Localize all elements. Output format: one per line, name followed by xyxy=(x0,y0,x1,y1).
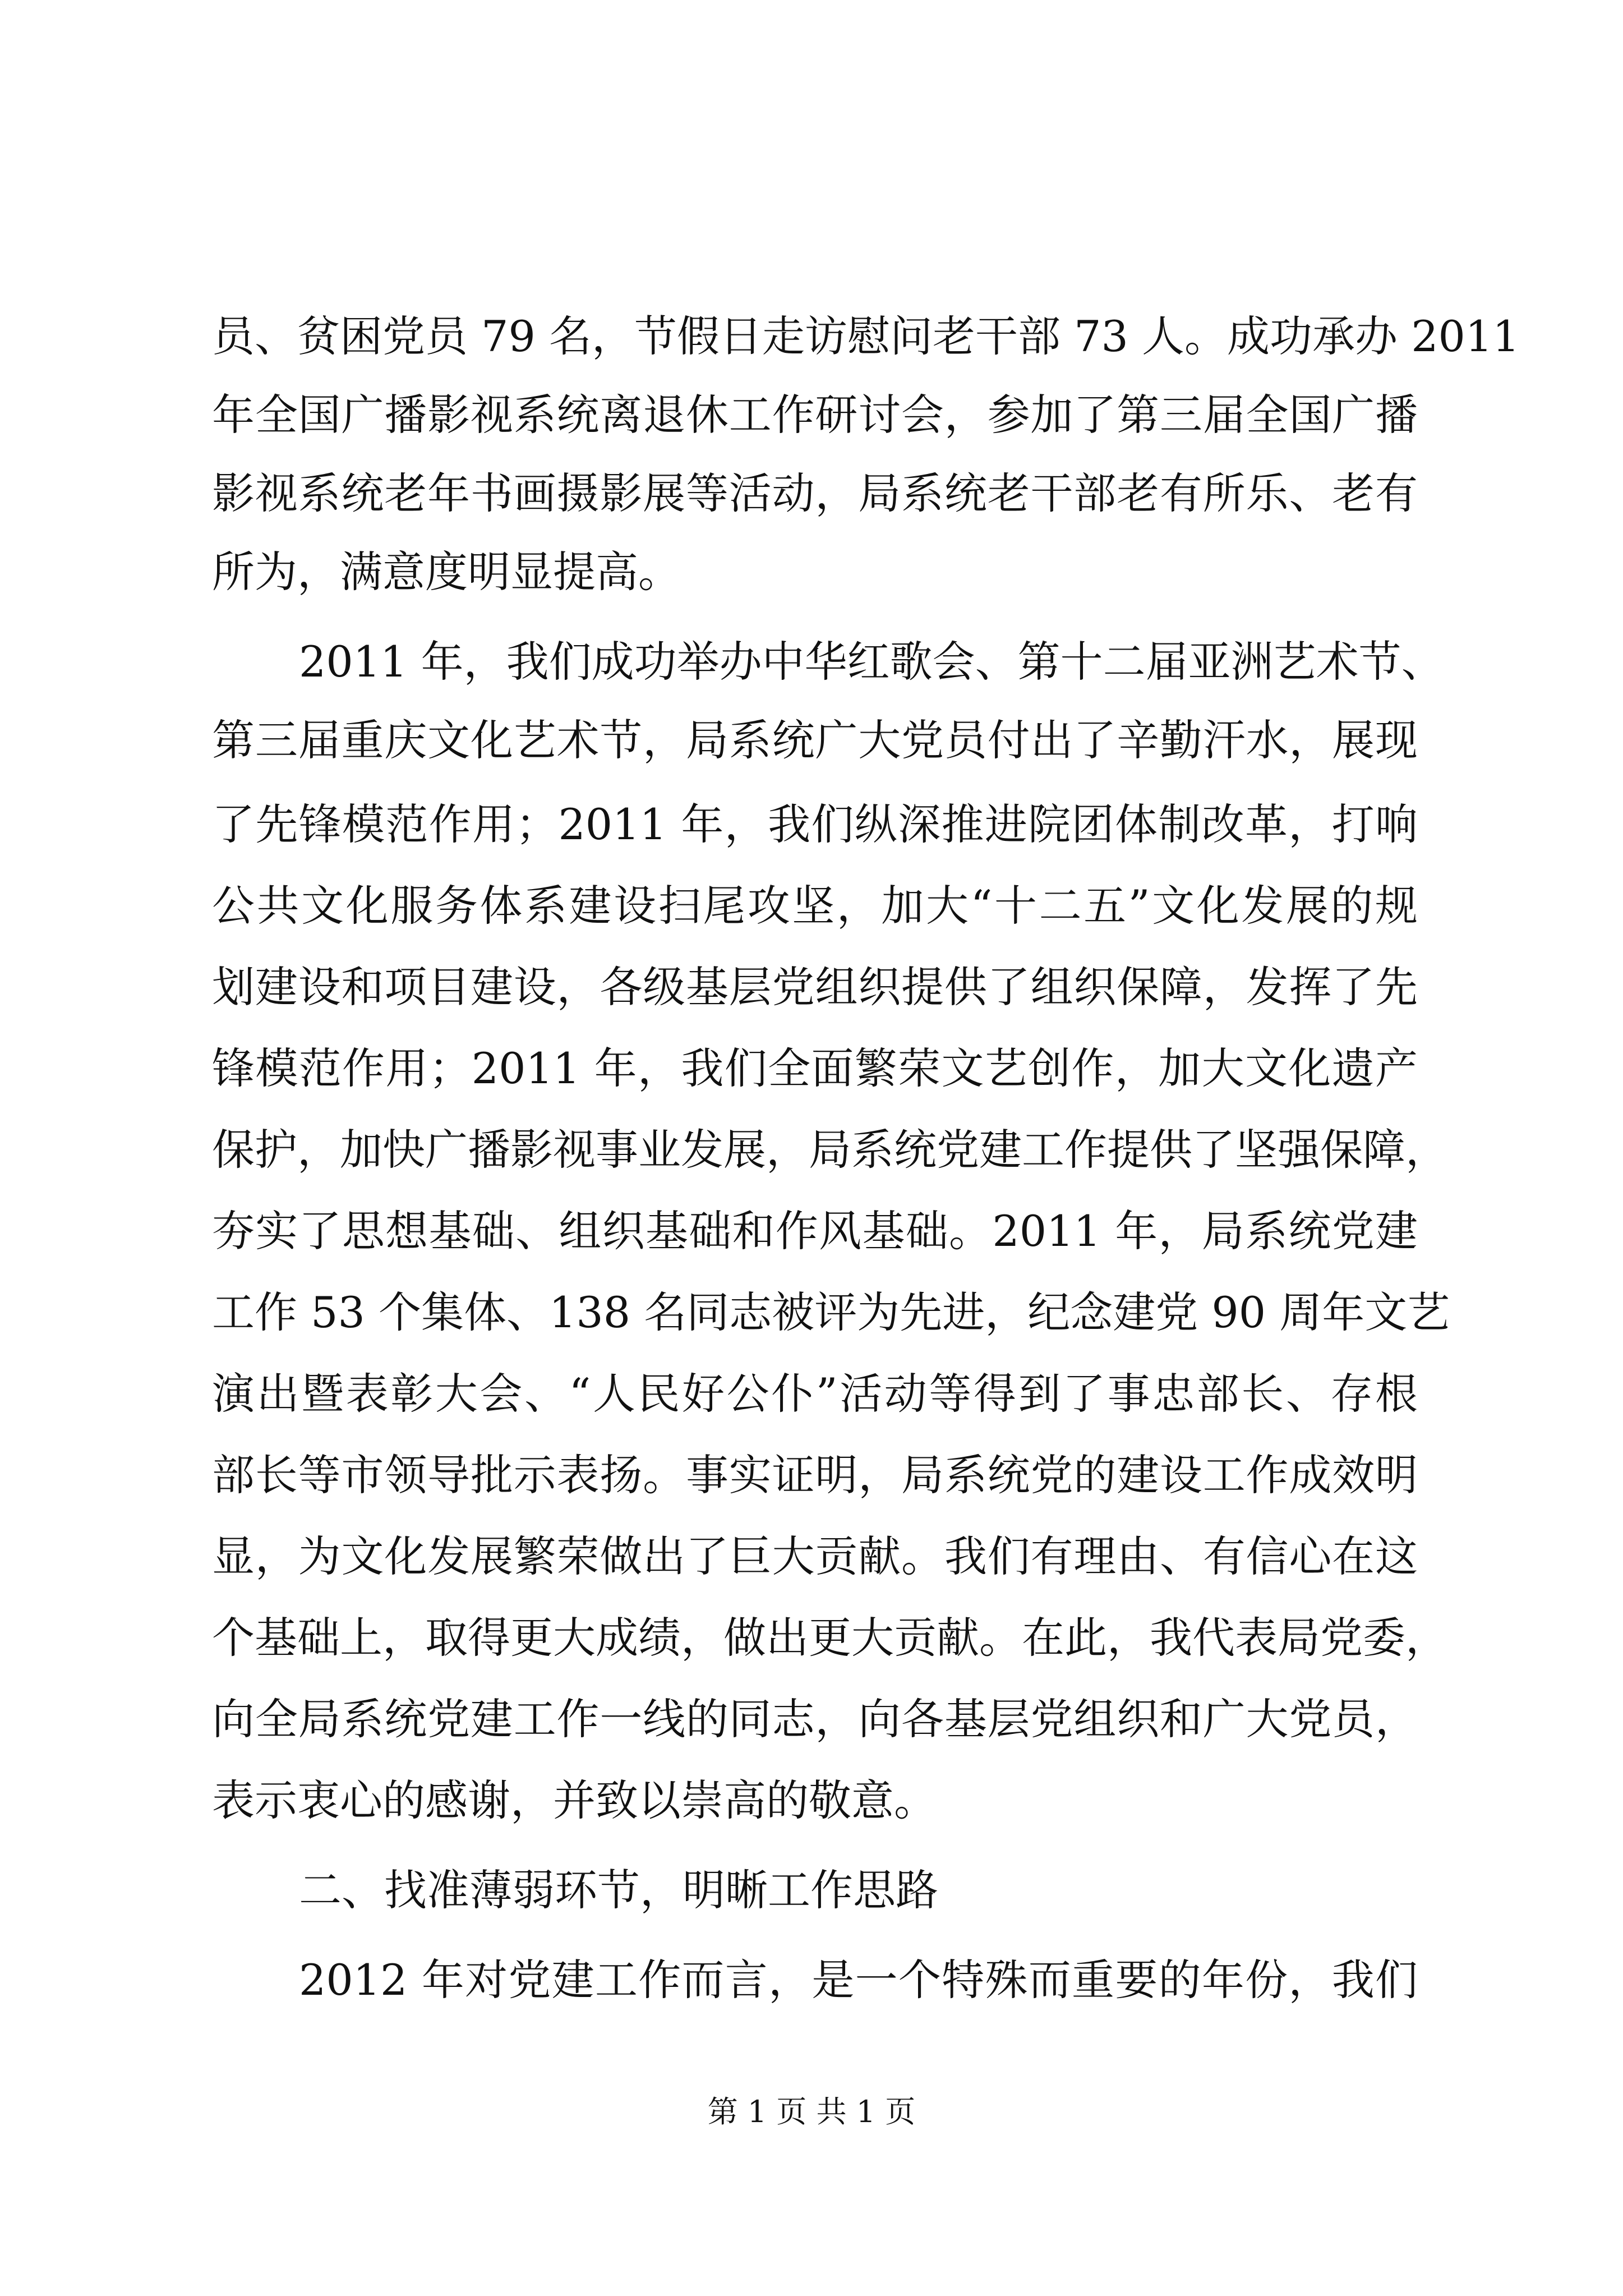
text-line: 表示衷心的感谢，并致以崇高的敬意。 xyxy=(212,1775,937,1825)
text-line: 公共文化服务体系建设扫尾攻坚，加大“十二五”文化发展的规 xyxy=(212,881,1418,931)
text-line: 显，为文化发展繁荣做出了巨大贡献。我们有理由、有信心在这 xyxy=(212,1531,1418,1581)
text-line: 2012 年对党建工作而言，是一个特殊而重要的年份，我们 xyxy=(299,1955,1418,2005)
text-line: 工作 53 个集体、138 名同志被评为先进，纪念建党 90 周年文艺 xyxy=(212,1287,1450,1337)
text-line: 所为，满意度明显提高。 xyxy=(212,547,681,597)
text-line: 个基础上，取得更大成绩，做出更大贡献。在此，我代表局党委， xyxy=(212,1613,1448,1663)
text-line: 部长等市领导批示表扬。事实证明，局系统党的建设工作成效明 xyxy=(212,1450,1418,1500)
text-line: 员、贫困党员 79 名，节假日走访慰问老干部 73 人。成功承办 2011 xyxy=(212,311,1520,361)
text-line: 划建设和项目建设，各级基层党组织提供了组织保障，发挥了先 xyxy=(212,962,1418,1012)
text-line: 保护，加快广播影视事业发展，局系统党建工作提供了坚强保障， xyxy=(212,1125,1448,1175)
text-line: 锋模范作用；2011 年，我们全面繁荣文艺创作，加大文化遗产 xyxy=(212,1043,1418,1093)
text-line: 2011 年，我们成功举办中华红歌会、第十二届亚洲艺术节、 xyxy=(299,637,1444,687)
page-footer: 第 1 页 共 1 页 xyxy=(707,2094,916,2129)
text-line: 了先锋模范作用；2011 年，我们纵深推进院团体制改革，打响 xyxy=(212,799,1418,849)
section-heading: 二、找准薄弱环节，明晰工作思路 xyxy=(299,1865,938,1915)
text-line: 向全局系统党建工作一线的同志，向各基层党组织和广大党员， xyxy=(212,1694,1418,1744)
text-line: 演出暨表彰大会、“人民好公仆”活动等得到了事忠部长、存根 xyxy=(212,1369,1418,1419)
text-line: 影视系统老年书画摄影展等活动，局系统老干部老有所乐、老有 xyxy=(212,468,1418,518)
text-line: 年全国广播影视系统离退休工作研讨会，参加了第三届全国广播 xyxy=(212,390,1418,440)
text-line: 夯实了思想基础、组织基础和作风基础。2011 年，局系统党建 xyxy=(212,1206,1418,1256)
text-line: 第三届重庆文化艺术节，局系统广大党员付出了辛勤汗水，展现 xyxy=(212,715,1418,765)
